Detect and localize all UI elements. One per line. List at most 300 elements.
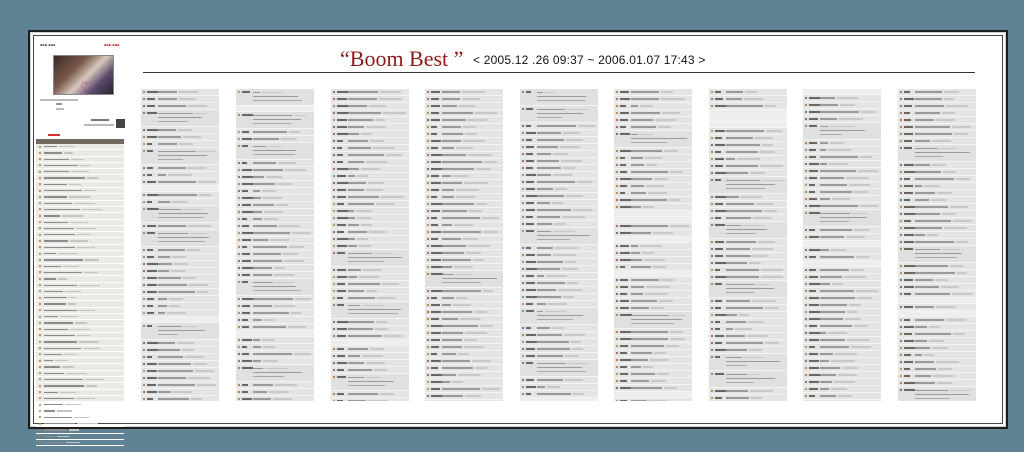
user-dot-icon: [143, 312, 145, 314]
comment-row: [803, 154, 881, 161]
user-dot-icon: [616, 164, 618, 166]
comment-row: [141, 96, 219, 103]
comment-text: [158, 326, 182, 327]
comment-row: [331, 152, 409, 159]
comment-text: [253, 353, 292, 354]
comment-text: [253, 100, 302, 101]
user-dot-icon: [427, 325, 429, 327]
user-dot-icon: [711, 210, 713, 212]
comment-row: [331, 103, 409, 110]
comment-date: [458, 353, 469, 354]
sidebar-comment-date: [79, 310, 96, 311]
comment-text: [348, 119, 373, 120]
user-dot-icon: [522, 379, 524, 381]
comment-date: [197, 291, 208, 292]
comment-row: [803, 182, 881, 189]
sidebar-comment-date: [84, 272, 98, 273]
comment-text: [442, 360, 470, 361]
comment-row: [425, 264, 503, 271]
comment-row: [331, 274, 409, 281]
user-dot-icon: [711, 390, 713, 392]
comment-text: [158, 159, 183, 160]
comment-text: [820, 318, 843, 319]
comment-row: [709, 298, 787, 305]
comment-date: [266, 176, 282, 177]
user-dot-icon: [143, 391, 145, 393]
comment-row: [425, 159, 503, 166]
sidebar-comment-date: [77, 423, 98, 424]
comment-author: [147, 167, 153, 168]
sidebar-comment-date: [77, 335, 90, 336]
user-dot-icon: [427, 168, 429, 170]
comment-date: [661, 98, 684, 99]
user-dot-icon: [238, 218, 240, 220]
comment-date: [480, 325, 492, 326]
comment-author: [147, 143, 152, 144]
comment-date: [929, 326, 940, 327]
sidebar-comment-text: [44, 442, 64, 443]
user-dot-icon: [143, 208, 145, 210]
comment-row: [614, 277, 692, 284]
comment-author: [904, 105, 912, 106]
comment-date: [854, 325, 868, 326]
user-dot-icon: [616, 314, 618, 316]
comment-date: [463, 126, 476, 127]
user-dot-icon: [143, 263, 145, 265]
comment-date: [646, 185, 664, 186]
comment-row: [141, 396, 219, 401]
user-dot-icon: [238, 391, 240, 393]
comment-author: [526, 327, 531, 328]
comment-row: [331, 187, 409, 194]
sidebar-comment-date: [69, 429, 79, 430]
comment-row: [614, 343, 692, 350]
panel-text-line: [84, 124, 114, 126]
comment-row: [709, 340, 787, 347]
comment-text: [537, 167, 561, 168]
comment-author: [526, 216, 533, 217]
comment-row: [898, 169, 976, 176]
comment-row: [898, 352, 976, 359]
comment-author: [904, 347, 915, 348]
comment-author: [809, 142, 817, 143]
comment-author: [337, 328, 347, 329]
comment-text: [726, 158, 735, 159]
comment-text: [158, 256, 170, 257]
user-dot-icon: [711, 158, 713, 160]
comment-date: [646, 286, 670, 287]
comment-row: [331, 166, 409, 173]
comment-date: [369, 105, 386, 106]
comment-row: [803, 196, 881, 203]
comment-row: [709, 215, 787, 222]
comment-date: [851, 346, 871, 347]
comment-row: [520, 165, 598, 172]
comment-author: [337, 224, 346, 225]
comment-text: [537, 367, 582, 368]
comment-author: [904, 361, 913, 362]
comment-text: [442, 346, 462, 347]
comment-author: [242, 274, 250, 275]
comment-date: [456, 297, 466, 298]
user-dot-icon: [238, 232, 240, 234]
comment-author: [242, 204, 251, 205]
comment-author: [431, 105, 440, 106]
sidebar-comment-date: [70, 222, 87, 223]
comment-date: [760, 151, 775, 152]
user-dot-icon: [333, 362, 335, 364]
comment-text: [631, 319, 682, 320]
comment-text: [442, 91, 460, 92]
comment-text: [726, 105, 763, 106]
comment-date: [381, 196, 404, 197]
comment-author: [147, 91, 159, 92]
user-dot-icon: [616, 266, 618, 268]
user-dot-icon: [900, 286, 902, 288]
comment-row: [141, 375, 219, 382]
comment-row: [141, 282, 219, 289]
comment-text: [348, 290, 364, 291]
comment-author: [904, 171, 915, 172]
comment-row: [141, 127, 219, 134]
comment-author: [147, 249, 153, 250]
comment-author: [904, 91, 910, 92]
comment-author: [337, 321, 348, 322]
user-dot-icon: [616, 119, 618, 121]
comment-date: [563, 167, 576, 168]
sidebar-comment-date: [86, 385, 97, 386]
user-dot-icon: [522, 202, 524, 204]
user-dot-icon: [143, 181, 145, 183]
user-dot-icon: [333, 91, 335, 93]
comment-text: [348, 203, 374, 204]
user-dot-icon: [238, 91, 240, 93]
comment-row: [614, 291, 692, 298]
user-dot-icon: [143, 384, 145, 386]
comment-date: [184, 326, 198, 327]
comment-text: [253, 138, 279, 139]
comment-text: [158, 342, 175, 343]
comment-text: [158, 151, 196, 152]
comment-date: [669, 199, 680, 200]
user-dot-icon: [900, 389, 902, 391]
panel-tag: ▪▪▪ ▪▪▪: [40, 43, 56, 47]
comment-date: [359, 276, 380, 277]
comment-date: [361, 168, 380, 169]
sidebar-comment-text: [44, 398, 74, 399]
comment-text: [537, 386, 545, 387]
comment-author: [904, 199, 910, 200]
comment-row: [141, 179, 219, 186]
comment-text: [253, 131, 287, 132]
user-dot-icon: [427, 203, 429, 205]
sidebar-comment-text: [44, 266, 61, 267]
comment-author: [431, 168, 443, 169]
comment-author: [431, 374, 442, 375]
comment-date: [369, 231, 386, 232]
comment-row: [425, 229, 503, 236]
comment-date: [275, 384, 297, 385]
comment-row: [709, 156, 787, 163]
comment-row: [709, 222, 787, 239]
comment-author: [526, 355, 535, 356]
comment-date: [262, 92, 282, 93]
comment-row: [803, 309, 881, 316]
comment-row: [614, 103, 692, 110]
sidebar-comment-date: [66, 373, 88, 374]
comment-text: [253, 253, 281, 254]
comment-date: [566, 139, 583, 140]
comment-text: [915, 178, 954, 179]
comment-row: [520, 252, 598, 259]
comment-row: [236, 365, 314, 382]
comment-author: [337, 119, 347, 120]
comment-date: [941, 286, 960, 287]
comment-row: [141, 382, 219, 389]
comment-text: [726, 172, 748, 173]
comment-row: [236, 112, 314, 129]
comment-row: [898, 225, 976, 232]
sidebar-comment-text: [44, 203, 72, 204]
comment-text: [537, 146, 558, 147]
comment-text: [537, 181, 575, 182]
user-dot-icon: [522, 195, 524, 197]
comment-text: [726, 248, 750, 249]
comment-date: [735, 328, 752, 329]
comment-text: [820, 191, 852, 192]
sidebar-comment-text: [44, 436, 55, 437]
comment-date: [366, 189, 383, 190]
comment-row: [520, 172, 598, 179]
user-dot-icon: [900, 326, 902, 328]
comment-author: [715, 196, 727, 197]
comment-text: [158, 270, 169, 271]
comment-date: [468, 245, 489, 246]
comment-text: [631, 387, 662, 388]
comment-row: [425, 117, 503, 124]
comment-text: [537, 296, 561, 297]
comment-text: [726, 225, 741, 226]
comment-author: [337, 362, 347, 363]
comment-text: [348, 261, 384, 262]
comment-date: [565, 355, 578, 356]
comment-row: [236, 244, 314, 251]
comment-text: [726, 342, 763, 343]
comment-date: [834, 381, 855, 382]
comment-date: [840, 104, 856, 105]
comment-text: [158, 398, 189, 399]
comment-author: [715, 248, 723, 249]
comment-date: [838, 374, 857, 375]
comment-text: [253, 154, 295, 155]
comment-date: [295, 298, 311, 299]
comment-text: [253, 162, 276, 163]
comment-row: [425, 271, 503, 288]
comment-date: [465, 395, 481, 396]
comment-text: [348, 245, 357, 246]
sidebar-comment-text: [44, 341, 77, 342]
comment-row: [520, 301, 598, 308]
user-dot-icon: [805, 339, 807, 341]
comment-date: [563, 132, 580, 133]
comment-text: [442, 388, 480, 389]
user-dot-icon: [711, 217, 713, 219]
comment-author: [620, 171, 627, 172]
comment-row: [709, 347, 787, 354]
comment-date: [573, 209, 592, 210]
comment-author: [526, 362, 533, 363]
user-dot-icon: [238, 138, 240, 140]
comment-author: [620, 352, 627, 353]
comment-row: [141, 206, 219, 223]
comment-row: [331, 374, 409, 391]
user-dot-icon: [427, 374, 429, 376]
comment-row: [614, 148, 692, 155]
comment-text: [631, 252, 640, 253]
comment-row: [425, 194, 503, 201]
comment-text: [915, 293, 950, 294]
comment-author: [526, 230, 534, 231]
sidebar-comment-text: [44, 240, 68, 241]
comment-author: [337, 400, 343, 401]
comment-author: [147, 150, 153, 151]
comment-row: [614, 131, 692, 148]
comment-date: [452, 381, 463, 382]
user-dot-icon: [616, 232, 618, 234]
comment-row: [709, 312, 787, 319]
comment-row: [520, 106, 598, 123]
comment-date: [741, 196, 762, 197]
comment-author: [242, 190, 248, 191]
comment-text: [537, 289, 556, 290]
user-dot-icon: [238, 176, 240, 178]
comment-author: [337, 168, 349, 169]
comment-date: [187, 249, 200, 250]
user-dot-icon: [143, 225, 145, 227]
comment-text: [915, 133, 952, 134]
comment-text: [253, 391, 267, 392]
comment-row: [520, 179, 598, 186]
comment-date: [831, 249, 846, 250]
user-dot-icon: [333, 210, 335, 212]
comment-author: [431, 332, 441, 333]
comment-date: [169, 298, 183, 299]
user-dot-icon: [143, 349, 145, 351]
comment-date: [356, 210, 372, 211]
comment-row: [709, 208, 787, 215]
user-dot-icon: [333, 290, 335, 292]
comment-row: [425, 152, 503, 159]
comment-row: [898, 232, 976, 239]
comment-date: [666, 345, 679, 346]
panel-label: [48, 134, 60, 136]
comment-row: [236, 358, 314, 365]
comment-row: [520, 280, 598, 287]
user-dot-icon: [333, 154, 335, 156]
comment-text: [820, 221, 849, 222]
comment-author: [809, 395, 815, 396]
comment-text: [348, 257, 402, 258]
user-dot-icon: [805, 205, 807, 207]
user-dot-icon: [711, 105, 713, 107]
user-dot-icon: [238, 114, 240, 116]
comment-author: [526, 209, 535, 210]
sidebar-comment-date: [62, 366, 74, 367]
comment-date: [361, 224, 372, 225]
comment-author: [526, 379, 534, 380]
user-dot-icon: [333, 369, 335, 371]
comment-date: [670, 338, 685, 339]
user-dot-icon: [427, 339, 429, 341]
user-dot-icon: [333, 297, 335, 299]
comment-row: [331, 243, 409, 250]
comment-row: [425, 187, 503, 194]
comment-author: [809, 170, 818, 171]
comment-text: [158, 201, 170, 202]
comment-date: [483, 290, 494, 291]
user-dot-icon: [333, 126, 335, 128]
comment-author: [715, 321, 720, 322]
comment-text: [253, 92, 260, 93]
comment-author: [904, 319, 910, 320]
comment-date: [944, 91, 959, 92]
comment-author: [809, 104, 821, 105]
comment-text: [442, 140, 461, 141]
comment-date: [368, 400, 389, 401]
user-dot-icon: [711, 196, 713, 198]
comment-date: [564, 334, 585, 335]
comment-text: [820, 229, 852, 230]
user-dot-icon: [238, 239, 240, 241]
comment-date: [264, 211, 283, 212]
comment-date: [835, 353, 856, 354]
user-dot-icon: [900, 293, 902, 295]
comment-date: [294, 115, 306, 116]
user-dot-icon: [522, 327, 524, 329]
comment-date: [357, 217, 371, 218]
comment-text: [348, 253, 372, 254]
comment-date: [375, 119, 385, 120]
user-dot-icon: [333, 335, 335, 337]
comment-text: [915, 361, 934, 362]
comment-date: [473, 259, 484, 260]
user-dot-icon: [427, 133, 429, 135]
comment-row: [236, 129, 314, 136]
comment-date: [752, 248, 773, 249]
comment-date: [670, 171, 682, 172]
user-dot-icon: [522, 261, 524, 263]
user-dot-icon: [427, 346, 429, 348]
user-dot-icon: [616, 279, 618, 281]
comment-row: [425, 295, 503, 302]
comment-author: [431, 126, 437, 127]
user-dot-icon: [616, 206, 618, 208]
user-dot-icon: [522, 153, 524, 155]
comment-author: [715, 269, 720, 270]
comment-text: [537, 254, 551, 255]
comment-row: [331, 180, 409, 187]
comment-row: [709, 170, 787, 177]
comment-text: [158, 105, 186, 106]
comment-author: [337, 369, 344, 370]
comment-row: [425, 386, 503, 393]
comment-author: [431, 346, 439, 347]
comment-author: [431, 154, 442, 155]
comment-date: [761, 276, 783, 277]
comment-author: [715, 203, 723, 204]
comment-text: [253, 119, 301, 120]
comment-date: [199, 194, 211, 195]
